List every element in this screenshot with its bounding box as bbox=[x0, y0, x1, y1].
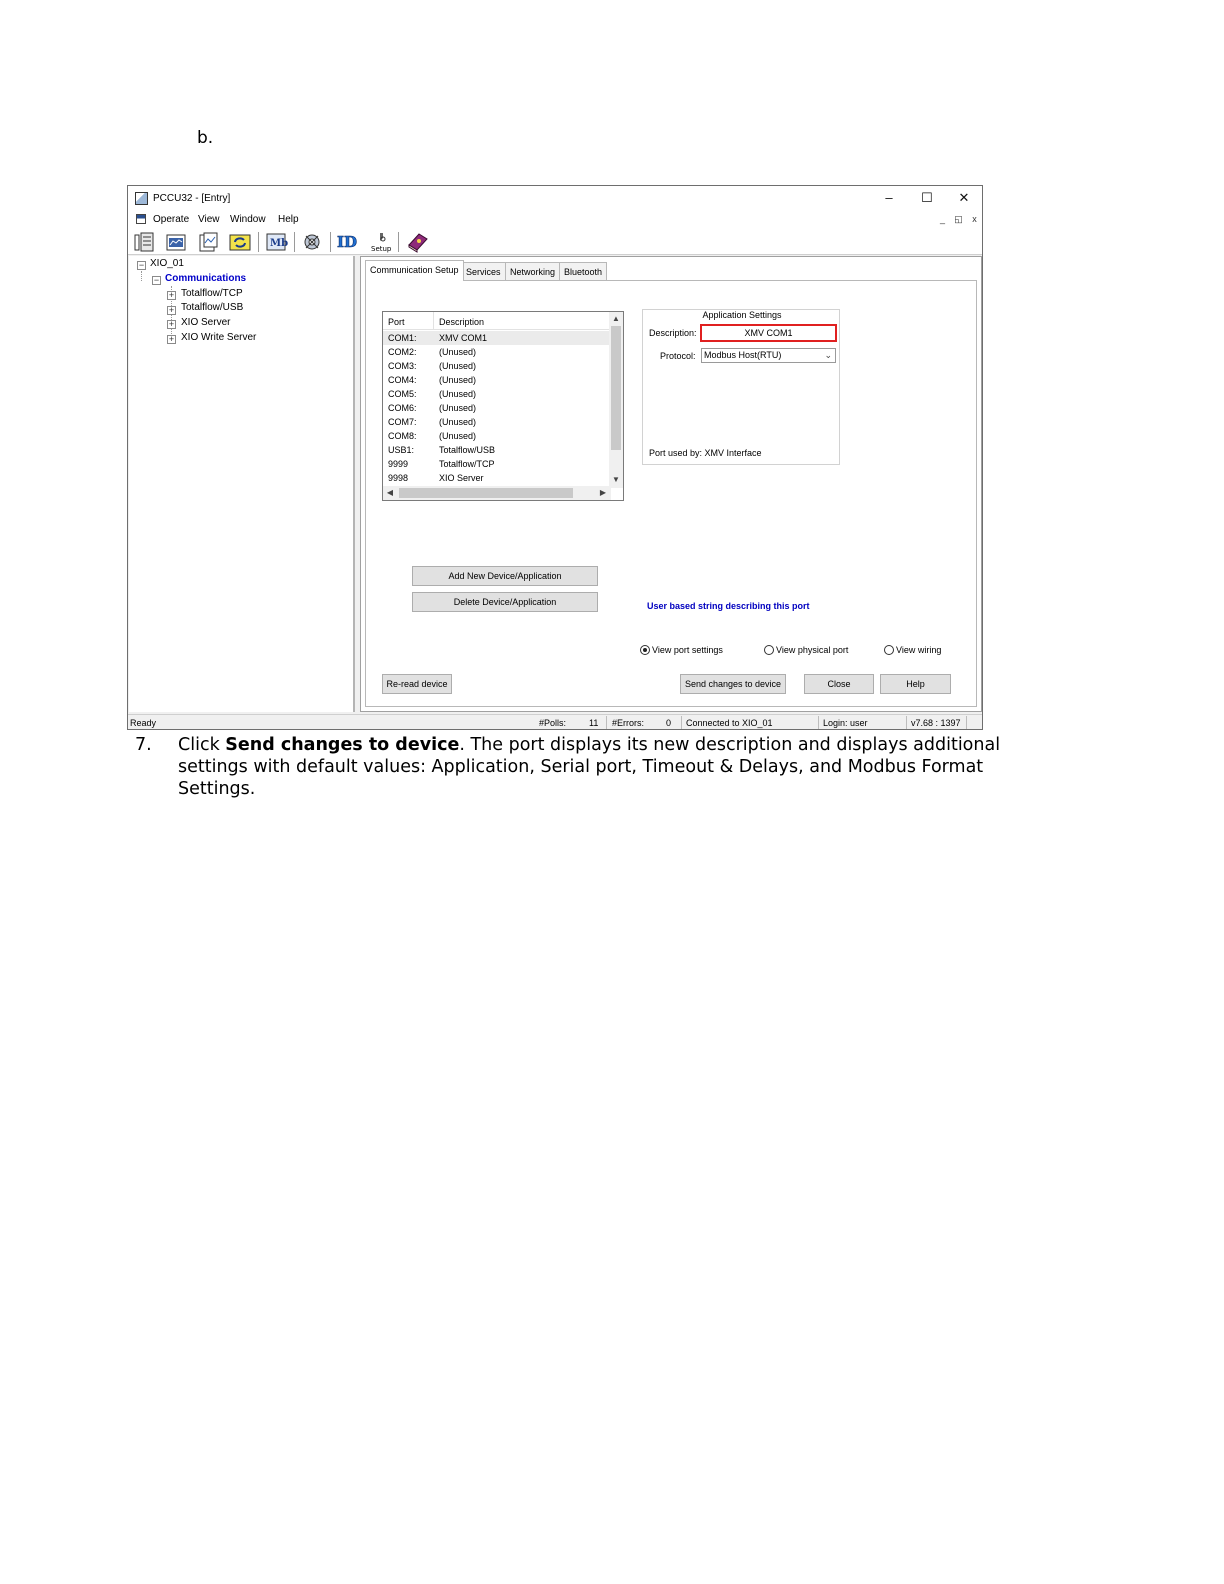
port-list-row[interactable] bbox=[383, 443, 609, 457]
delete-device-button[interactable]: Delete Device/Application bbox=[412, 592, 598, 612]
port-cell: COM3: bbox=[388, 361, 417, 371]
errors-value: 0 bbox=[666, 718, 672, 728]
port-list-row[interactable] bbox=[383, 345, 609, 359]
tree-expand-icon[interactable]: + bbox=[168, 305, 175, 315]
port-list-row[interactable] bbox=[383, 457, 609, 471]
radio-label: View wiring bbox=[896, 645, 942, 655]
status-divider bbox=[966, 716, 967, 730]
chevron-down-icon: ⌄ bbox=[824, 350, 832, 360]
description-cell: (Unused) bbox=[439, 375, 477, 385]
port-list-row[interactable] bbox=[383, 373, 609, 387]
radio-unchecked-icon[interactable] bbox=[884, 645, 894, 655]
scroll-thumb[interactable] bbox=[611, 326, 621, 450]
port-list-row[interactable] bbox=[383, 429, 609, 443]
step-7-bold: Send changes to device bbox=[225, 735, 460, 755]
tree-collapse-icon[interactable]: − bbox=[153, 275, 160, 285]
add-new-device-button[interactable]: Add New Device/Application bbox=[412, 566, 598, 586]
step-b-label: b. bbox=[197, 128, 214, 148]
description-label: Description: bbox=[649, 328, 697, 338]
application-settings-title: Application Settings bbox=[702, 310, 782, 320]
port-list-header bbox=[383, 312, 609, 330]
tab-networking[interactable]: Networking bbox=[505, 262, 560, 280]
modbus-icon[interactable] bbox=[264, 231, 288, 253]
port-cell: COM2: bbox=[388, 347, 417, 357]
menu-help[interactable]: Help bbox=[278, 214, 299, 225]
status-divider bbox=[906, 716, 907, 730]
step-7-text bbox=[178, 734, 1018, 800]
setup-icon-label: Setup bbox=[371, 245, 392, 253]
tree-item-totalflow-tcp[interactable]: Totalflow/TCP bbox=[181, 288, 243, 299]
radio-view-physical-port[interactable] bbox=[764, 645, 848, 655]
description-cell: (Unused) bbox=[439, 403, 477, 413]
pccu32-window bbox=[127, 185, 983, 730]
refresh-icon[interactable] bbox=[228, 231, 252, 253]
protocol-value: Modbus Host(RTU) bbox=[704, 350, 782, 360]
scroll-left-icon[interactable]: ◀ bbox=[386, 488, 394, 497]
status-divider bbox=[681, 716, 682, 730]
tree-communications[interactable]: Communications bbox=[165, 273, 247, 284]
description-cell: (Unused) bbox=[439, 361, 477, 371]
toolbar-separator bbox=[258, 232, 259, 252]
port-list-row[interactable] bbox=[383, 331, 609, 345]
version-status: v7.68 : 1397 bbox=[911, 718, 961, 728]
port-list-row[interactable] bbox=[383, 359, 609, 373]
port-list-row[interactable] bbox=[383, 415, 609, 429]
tree-connector bbox=[141, 271, 142, 281]
menu-view[interactable]: View bbox=[198, 214, 220, 225]
description-cell: Totalflow/USB bbox=[439, 445, 496, 455]
radio-label: View physical port bbox=[776, 645, 849, 655]
title-bar bbox=[128, 186, 982, 211]
login-status: Login: user bbox=[823, 718, 868, 728]
menu-window[interactable]: Window bbox=[230, 214, 266, 225]
column-divider bbox=[433, 312, 434, 330]
description-cell: (Unused) bbox=[439, 347, 477, 357]
reread-device-button[interactable]: Re-read device bbox=[382, 674, 452, 694]
status-bar bbox=[128, 714, 982, 730]
column-header-description[interactable]: Description bbox=[439, 317, 485, 327]
step-number: 7. bbox=[135, 735, 152, 755]
scroll-thumb[interactable] bbox=[399, 488, 573, 498]
description-cell: (Unused) bbox=[439, 417, 477, 427]
protocol-select[interactable] bbox=[701, 348, 836, 363]
step-7-lead: Click bbox=[178, 735, 226, 755]
tree-expand-icon[interactable]: + bbox=[168, 290, 175, 300]
protocol-label: Protocol: bbox=[660, 351, 696, 361]
tree-item-xio-write-server[interactable]: XIO Write Server bbox=[181, 332, 257, 343]
tree-expand-icon[interactable]: + bbox=[168, 319, 175, 329]
port-list-row[interactable] bbox=[383, 387, 609, 401]
minimize-icon[interactable]: – bbox=[885, 190, 893, 205]
communication-setup-page bbox=[365, 280, 977, 707]
port-cell: COM4: bbox=[388, 375, 417, 385]
port-cell: 9998 bbox=[388, 473, 409, 483]
errors-label: #Errors: bbox=[612, 718, 645, 728]
description-cell: Totalflow/TCP bbox=[439, 459, 495, 469]
main-panel bbox=[360, 256, 982, 712]
help-button[interactable]: Help bbox=[880, 674, 951, 694]
radio-label: View port settings bbox=[652, 645, 723, 655]
radio-unchecked-icon[interactable] bbox=[764, 645, 774, 655]
polls-value: 11 bbox=[589, 718, 599, 728]
description-field[interactable]: XMV COM1 bbox=[700, 324, 837, 342]
port-list-row[interactable] bbox=[383, 401, 609, 415]
polls-label: #Polls: bbox=[539, 718, 567, 728]
tab-services[interactable]: Services bbox=[461, 262, 506, 280]
setup-icon[interactable] bbox=[370, 231, 394, 253]
tree-item-xio-server[interactable]: XIO Server bbox=[181, 317, 231, 328]
tab-bluetooth[interactable]: Bluetooth bbox=[559, 262, 607, 280]
radio-view-port-settings[interactable] bbox=[640, 645, 723, 655]
port-list-row[interactable] bbox=[383, 471, 609, 485]
radio-view-wiring[interactable] bbox=[884, 645, 941, 655]
gear-network-icon[interactable] bbox=[300, 231, 324, 253]
tree-expand-icon[interactable]: + bbox=[168, 334, 175, 344]
radio-checked-icon[interactable] bbox=[640, 645, 650, 655]
window-title: PCCU32 - [Entry] bbox=[153, 193, 231, 204]
toolbar bbox=[128, 229, 982, 255]
status-divider bbox=[606, 716, 607, 730]
id-icon-text: ID bbox=[337, 233, 358, 251]
mdi-close-icon[interactable]: x bbox=[972, 214, 977, 224]
tree-item-totalflow-usb[interactable]: Totalflow/USB bbox=[181, 302, 244, 313]
tree-root-xio01[interactable]: XIO_01 bbox=[150, 258, 184, 269]
port-cell: COM8: bbox=[388, 431, 417, 441]
collect-icon[interactable] bbox=[164, 231, 188, 253]
port-cell: COM5: bbox=[388, 389, 417, 399]
port-cell: 9999 bbox=[388, 459, 409, 469]
description-cell: (Unused) bbox=[439, 431, 477, 441]
step-7-rest: . The port displays its new description and displays additional settings with default values: Application, Serial port, Timeout & Delays, and Modbus Format Settings. bbox=[178, 735, 1001, 799]
mdi-minimize-icon[interactable]: _ bbox=[939, 214, 945, 224]
modbus-icon-text: Mb bbox=[270, 238, 288, 249]
trend-icon[interactable] bbox=[196, 231, 220, 253]
port-cell: USB1: bbox=[388, 445, 415, 455]
send-changes-button[interactable]: Send changes to device bbox=[680, 674, 786, 694]
entry-icon[interactable] bbox=[132, 231, 156, 253]
toolbar-separator bbox=[330, 232, 331, 252]
port-used-by-text: Port used by: XMV Interface bbox=[649, 448, 762, 458]
port-list-horizontal-scrollbar[interactable] bbox=[383, 486, 611, 500]
pccu-app-icon bbox=[135, 192, 148, 205]
toolbar-separator bbox=[398, 232, 399, 252]
mdi-restore-icon[interactable]: ◱ bbox=[954, 214, 963, 224]
device-tree bbox=[129, 256, 355, 712]
maximize-icon[interactable]: ☐ bbox=[921, 190, 933, 205]
port-cell: COM1: bbox=[388, 333, 417, 343]
port-cell: COM7: bbox=[388, 417, 417, 427]
mdi-document-icon[interactable] bbox=[136, 214, 146, 224]
scroll-right-icon[interactable]: ▶ bbox=[599, 488, 607, 497]
tree-collapse-icon[interactable]: − bbox=[138, 260, 145, 270]
column-header-port[interactable]: Port bbox=[388, 317, 405, 327]
close-button[interactable]: Close bbox=[804, 674, 874, 694]
help-book-icon[interactable] bbox=[406, 231, 430, 253]
description-cell: (Unused) bbox=[439, 389, 477, 399]
status-ready: Ready bbox=[130, 718, 157, 728]
application-settings-group bbox=[642, 309, 840, 465]
port-list[interactable] bbox=[382, 311, 624, 501]
scroll-up-icon[interactable]: ▲ bbox=[612, 314, 620, 323]
tab-communication-setup[interactable]: Communication Setup bbox=[365, 260, 464, 281]
description-cell: XIO Server bbox=[439, 473, 484, 483]
menu-operate[interactable]: Operate bbox=[153, 214, 190, 225]
id-icon[interactable] bbox=[336, 231, 360, 253]
menu-bar bbox=[128, 211, 982, 229]
port-cell: COM6: bbox=[388, 403, 417, 413]
connection-status: Connected to XIO_01 bbox=[686, 718, 773, 728]
field-hint-text: User based string describing this port bbox=[647, 601, 810, 611]
toolbar-separator bbox=[294, 232, 295, 252]
port-list-vertical-scrollbar[interactable] bbox=[609, 312, 623, 488]
scroll-down-icon[interactable]: ▼ bbox=[612, 475, 620, 484]
close-icon[interactable]: ✕ bbox=[958, 190, 970, 205]
description-cell: XMV COM1 bbox=[439, 333, 488, 343]
status-divider bbox=[818, 716, 819, 730]
